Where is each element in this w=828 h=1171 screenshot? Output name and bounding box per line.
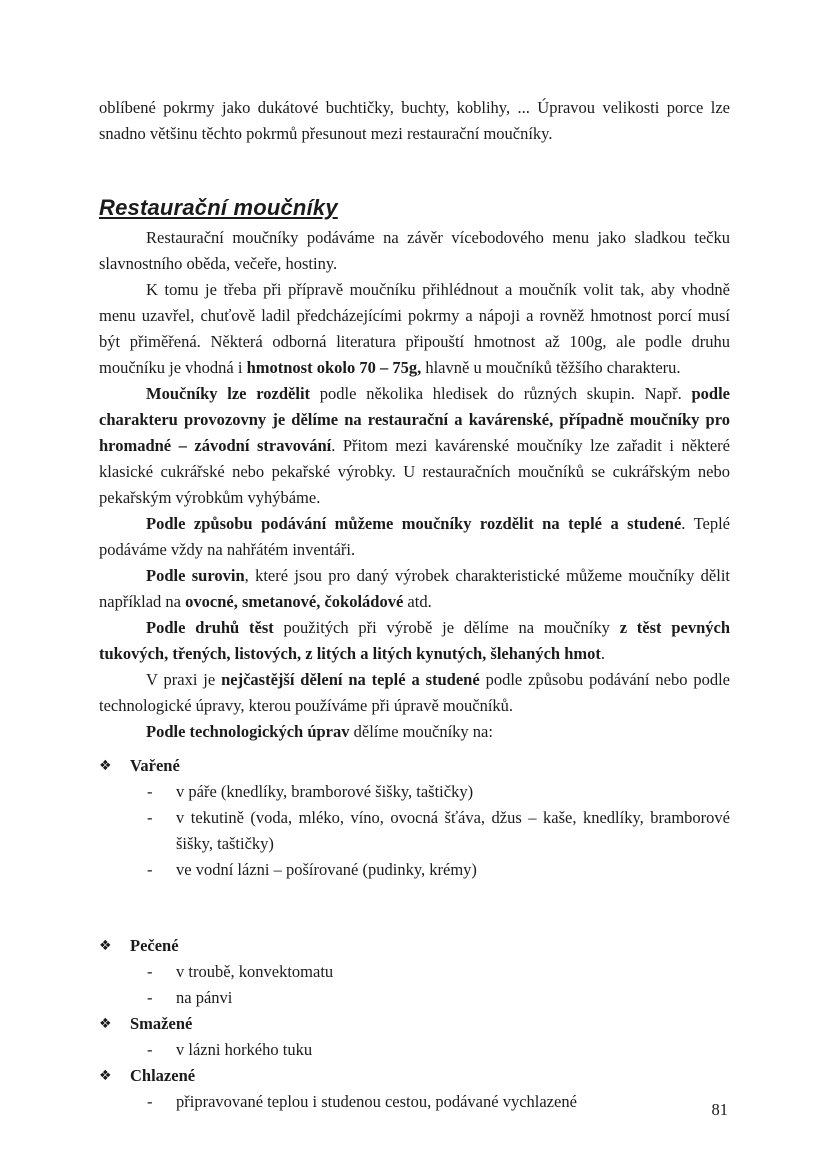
text-run-bold: z těst pevných tukových, třených, listových, z litých a litých kynutých, šlehaných hmot (99, 618, 731, 663)
text-run: hlavně u moučníků těžšího charakteru. (421, 358, 681, 377)
dash-marker: - (147, 1040, 153, 1059)
list-item (147, 805, 730, 857)
paragraph (99, 615, 730, 667)
paragraph (99, 719, 730, 745)
paragraph (99, 225, 730, 277)
list-item-text: v troubě, konvektomatu (176, 962, 334, 981)
dash-marker: - (147, 860, 153, 879)
text-run: Restaurační moučníky podáváme na závěr vícebodového menu jako sladkou tečku slavnostního oběda, večeře, hostiny. (99, 228, 730, 273)
list-item (147, 959, 730, 985)
bullet-group-title (99, 753, 730, 779)
text-run: dělíme moučníky na: (349, 722, 493, 741)
text-run-bold: Moučníky lze rozdělit (146, 384, 311, 403)
text-run-bold: Podle způsobu podávání můžeme moučníky rozdělit na teplé a studené (146, 514, 682, 533)
text-run: . Přitom mezi kavárenské moučníky lze zařadit i některé klasické cukrářské nebo pekařské výrobky. U restauračních moučníků se cukrářským nebo pekařským výrobkům vyhýbáme. (99, 436, 730, 507)
intro-paragraph (99, 95, 730, 147)
diamond-bullet-icon: ❖ (99, 1016, 112, 1032)
text-run: podle způsobu podávání nebo podle technologické úpravy, kterou používáme při úpravě moučníků. (99, 670, 730, 715)
list-item-text: v páře (knedlíky, bramborové šišky, taštičky) (176, 782, 474, 801)
bullet-group-label: Pečené (130, 936, 179, 955)
list-item-text: v lázni horkého tuku (176, 1040, 313, 1059)
bullet-group (99, 1011, 730, 1063)
list-item (147, 985, 730, 1011)
text-run: . (600, 644, 606, 663)
list-item-text: ve vodní lázni – pošírované (pudinky, krémy) (176, 860, 477, 879)
list-item (147, 857, 730, 883)
bullet-group-label: Vařené (130, 756, 180, 775)
text-run-bold: Podle druhů těst (146, 618, 274, 637)
text-run: oblíbené pokrmy jako dukátové buchtičky, buchty, koblihy, ... Úpravou velikosti porce lze snadno většinu těchto pokrmů přesunout mezi restaurační moučníky. (99, 98, 730, 143)
diamond-bullet-icon: ❖ (99, 1068, 112, 1084)
paragraph (99, 381, 730, 511)
text-run: K tomu je třeba při přípravě moučníku přihlédnout a moučník volit tak, aby vhodně menu uzavřel, chuťově ladil předcházejícími pokrmy a nápoji a rovněž hmotnost porcí musí být přiměřená. Některá odborná literatura připouští hmotnost až 100g, ale podle druhu moučníku je vhodná i (99, 280, 730, 377)
bullet-group-label: Chlazené (130, 1066, 196, 1085)
bullet-group-label: Smažené (130, 1014, 193, 1033)
diamond-bullet-icon: ❖ (99, 938, 112, 954)
diamond-bullet-icon: ❖ (99, 758, 112, 774)
dash-marker: - (147, 988, 153, 1007)
bullet-group (99, 933, 730, 1011)
dash-marker: - (147, 808, 153, 827)
text-run: použitých při výrobě je dělíme na moučníky (273, 618, 620, 637)
list-item (147, 779, 730, 805)
dash-marker: - (147, 962, 153, 981)
text-run-bold: ovocné, smetanové, čokoládové (185, 592, 404, 611)
paragraph (99, 667, 730, 719)
bullet-group-title (99, 1063, 730, 1089)
text-run-bold: Podle technologických úprav (146, 722, 350, 741)
text-run-bold: Podle surovin (146, 566, 245, 585)
section-heading: Restaurační moučníky (99, 195, 338, 220)
list-item (147, 1089, 730, 1115)
dash-marker: - (147, 1092, 153, 1111)
paragraph (99, 563, 730, 615)
bullet-group-title (99, 1011, 730, 1037)
list-item-text: v tekutině (voda, mléko, víno, ovocná šťáva, džus – kaše, knedlíky, bramborové šišky, taštičky) (176, 808, 730, 853)
dash-marker: - (147, 782, 153, 801)
text-run-bold: podle charakteru provozovny je dělíme na restaurační a kavárenské, případně moučníky pro hromadné – závodní stravování (99, 384, 730, 455)
text-run-bold: hmotnost okolo 70 – 75g, (246, 358, 422, 377)
page-number: 81 (711, 1100, 728, 1119)
text-run: V praxi je (146, 670, 222, 689)
text-run-bold: nejčastější dělení na teplé a studené (221, 670, 480, 689)
text-run: podle několika hledisek do různých skupin. Např. (310, 384, 692, 403)
text-run: atd. (403, 592, 432, 611)
text-run: , které jsou pro daný výrobek charakteristické můžeme moučníky dělit například na (99, 566, 731, 611)
technology-list (99, 753, 730, 1115)
vertical-gap (99, 883, 730, 933)
list-item-text: připravované teplou i studenou cestou, podávané vychlazené (176, 1092, 577, 1111)
list-item-text: na pánvi (176, 988, 233, 1007)
bullet-group (99, 1063, 730, 1115)
paragraph (99, 277, 730, 381)
text-run: . Teplé podáváme vždy na nahřátém inventáři. (99, 514, 730, 559)
bullet-group (99, 753, 730, 883)
bullet-group-title (99, 933, 730, 959)
list-item (147, 1037, 730, 1063)
paragraph (99, 511, 730, 563)
